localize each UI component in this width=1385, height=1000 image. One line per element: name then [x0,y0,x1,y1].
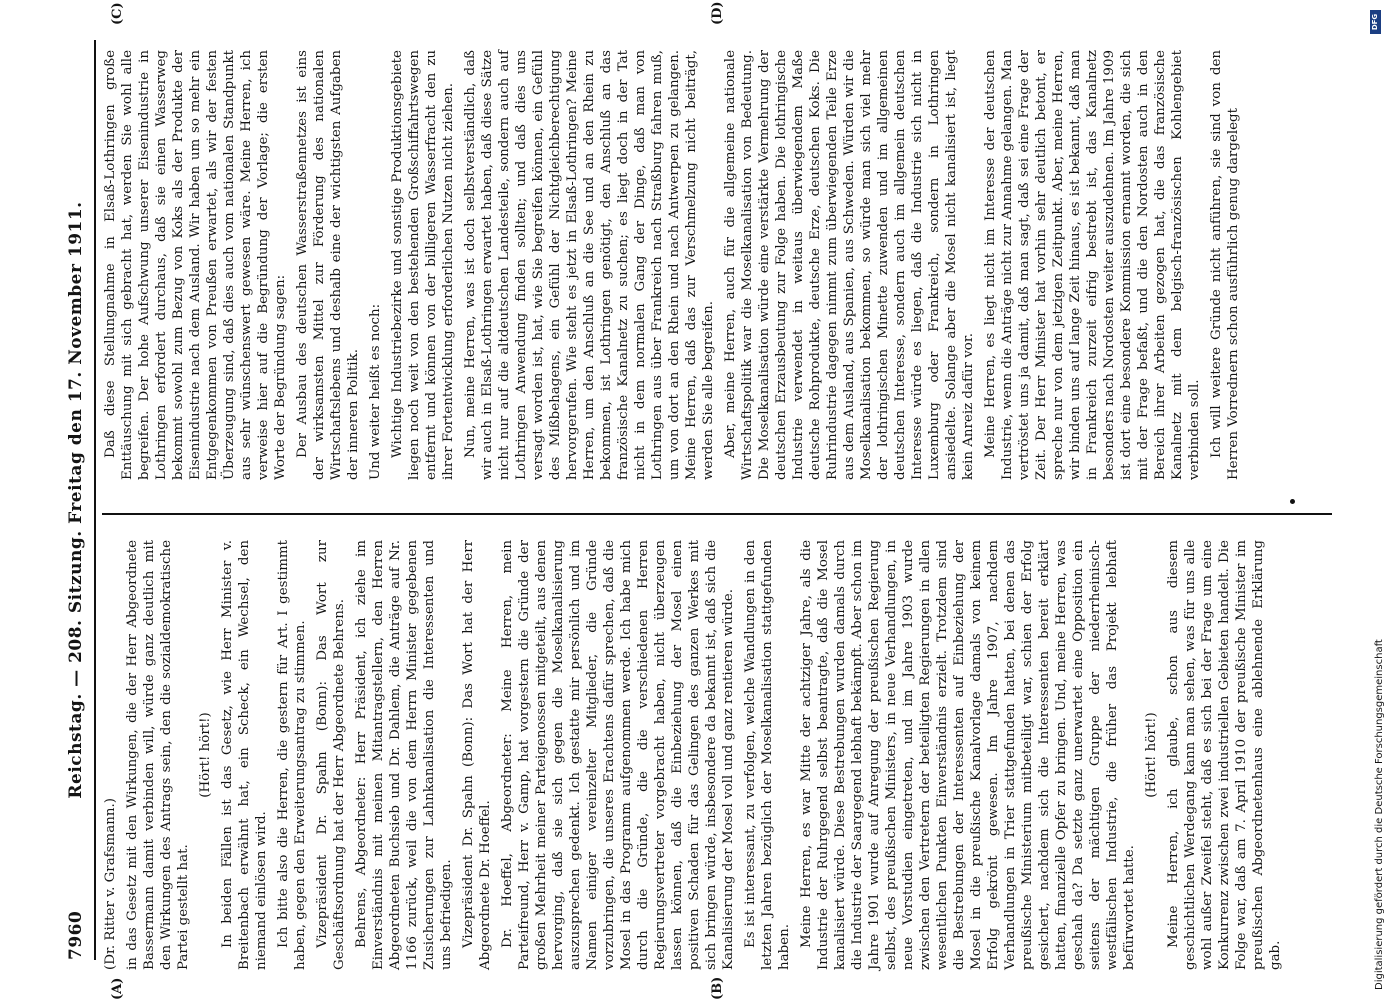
rotated-page [50,0,1350,1000]
paragraph: Und weiter heißt es noch: [368,303,383,480]
column-divider [102,513,1332,515]
paragraph: Aber, meine Herren, auch für die allgemeine nationale Wirtschaftspolitik war die Moselkanalisation von Bedeutung. Die Moselkanalisation würde eine verstärkte Vermehrung der deutschen Erzausbeutung zur Folge haben. Die lothringische Industrie verwendet in weitaus überwiegendem Maße deutsche Rohprodukte, deutsche Erze, deutschen Koks. Die Ruhrindustrie dagegen nimmt zum überwiegenden Teile Erze aus dem Ausland, aus Spanien, aus Schweden. Würden wir die Moselkanalisation bekommen, so würde man sich viel mehr der lothringischen Minette zuwenden und im allgemeinen deutschen Interesse, sondern auch im allgemein deutschen Interesse würde es liegen, daß die Industrie sich nicht in Luxemburg oder Frankreich, sondern in Lothringen ansiedelte. Solange aber die Mosel nicht kanalisiert ist, liegt kein Anreiz dafür vor. [723,50,976,480]
paragraph: Dr. Hoeffel, Abgeordneter: Meine Herren, mein Parteifreund, Herr v. Gamp, hat vorgestern die Gründe der großen Mehrheit meiner Parteigenossen mitgeteilt, aus denen hervorging, daß sie sich gegen die Moselkanalisierung auszusprechen gedenkt. Ich gestatte mir persönlich und im Namen einiger vereinzelter Mitglieder, die Gründe vorzubringen, die unseres Erachtens dafür sprechen, daß die Mosel in das Programm aufgenommen werde. Ich habe mich durch die Gründe, die die verschiedenen Herren Regierungsvertreter vorgebracht haben, nicht überzeugen lassen können, daß die Einbeziehung der Mosel einen positiven Schaden für das Gelingen des ganzen Werkes mit sich bringen würde, insbesondere da bekannt ist, daß sich die Kanalisierung der Mosel voll und ganz rentieren würde. [500,540,736,970]
paragraph: Nun, meine Herren, was ist doch selbstverständlich, daß wir auch in Elsaß-Lothringen erwartet haben, daß diese Sätze nicht nur auf die altdeutschen Landesteile, sondern auch auf Lothringen Anwendung finden sollten; und daß dies uns versagt worden ist, hat, wie Sie begreifen können, ein Gefühl des Mißbehagens, ein Gefühl der Nichtgleichberechtigung hervorgerufen. Wie steht es jetzt in Elsaß-Lothringen? Meine Herren, um den Anschluß an die See und an den Rhein zu bekommen, ist Lothringen genötigt, den Anschluß an das französische Kanalnetz zu suchen; es liegt doch in der Tat nicht in dem normalen Gang der Dinge, daß man von Lothringen aus über Frankreich nach Straßburg fahren muß, um von dort an den Rhein und nach Antwerpen zu gelangen. Meine Herren, daß das zur Verschmelzung nicht beiträgt, werden Sie alle begreifen. [463,50,716,480]
digitization-note: Digitalisierung gefördert durch die Deutsche Forschungsgemeinschaft [1374,639,1385,990]
paragraph: Vizepräsident Dr. Spahn (Bonn): Das Wort hat der Herr Abgeordnete Dr. Hoeffel. [461,540,493,970]
speaker-note: (Dr. Ritter v. Grafsmann.) [103,798,118,970]
dfg-logo-text: DFG [1371,13,1380,31]
paragraph: Daß diese Stellungnahme in Elsaß-Lothringen große Enttäuschung mit sich gebracht hat, werden Sie wohl alle begreifen. Der hohe Aufschwung unserer Eisenindustrie in Lothringen erfordert durchaus, daß sie einen Wasserweg bekommt sowohl zum Bezug von Koks als der Produkte der Eisenindustrie nach dem Ausland. Wir haben um so mehr ein Entgegenkommen von Preußen erwartet, als wir der festen Überzeugung sind, daß dies auch vom nationalen Standpunkt aus sehr wünschenswert gewesen wäre. Meine Herren, ich verweise hier auf die Begründung der Vorlage; die ersten Worte der Begründung sagen: [103,50,288,480]
print-dot [1290,499,1295,504]
right-column [102,50,1332,480]
paragraph: Vizepräsident Dr. Spahn (Bonn): Das Wort zur Geschäftsordnung hat der Herr Abgeordnete Behrens. [315,540,347,970]
paragraph: Behrens, Abgeordneter: Herr Präsident, ich ziehe im Einverständnis mit meinen Mitantragstellern, den Herren Abgeordneten Buchsieb und Dr. Dahlem, die Anträge auf Nr. 1166 zurück, weil die von dem Herrn Minister gegebenen Zusicherungen zur Lahnkanalisation die Interessenten und uns befriedigen. [354,540,454,970]
quote: Der Ausbau des deutschen Wasserstraßennetzes ist eins der wirksamsten Mittel zur Förderung des nationalen Wirtschaftslebens und deshalb eine der wichtigsten Aufgaben der inneren Politik. [295,50,361,480]
header-rule [94,40,96,960]
page-header-title: Reichstag. — 208. Sitzung. Freitag den 17. November 1911. [66,201,86,799]
margin-marker-c: (C) [110,2,125,25]
paragraph: Meine Herren, es war Mitte der achtziger Jahre, als die Industrie der Ruhrgegend selbst beantragte, daß die Mosel kanalisiert würde. Diese Bestrebungen wurden damals durch die Industrie der Saargegend lebhaft bekämpft. Aber schon im Jahre 1901 wurde auf Anregung der preußischen Regierung selbst, des preußischen Ministers, in neue Verhandlungen, in neue Vorstudien eingetreten, und im Jahre 1903 wurde zwischen den Vertretern der beteiligten Regierungen in allen wesentlichen Punkten Einverständnis erzielt. Trotzdem sind die Bestrebungen der Interessenten auf Einbeziehung der Mosel in die preußische Kanalvorlage damals von keinem Erfolg gekrönt gewesen. Im Jahre 1907, nachdem Verhandlungen in Trier stattgefunden hatten, bei denen das preußische Ministerium mitbeteiligt war, schien der Erfolg gesichert, nachdem sich die Interessenten bereit erklärt hatten, finanzielle Opfer zu bringen. Und, meine Herren, was geschah da? Da setzte ganz unerwartet eine Opposition ein seitens der mächtigen Gruppe der niederrheinisch-westfälischen Industrie, die früher das Projekt lebhaft befürwortet hatte. [799,540,1137,970]
paragraph: Es ist interessant, zu verfolgen, welche Wandlungen in den letzten Jahren bezüglich der Moselkanalisation stattgefunden haben. [743,540,792,970]
interjection: (Hört! hört!) [198,712,213,798]
interjection: (Hört! hört!) [1144,712,1159,798]
quote: Wichtige Industriebezirke und sonstige Produktionsgebiete liegen noch weit von den bestehenden Großschiffahrtswegen entfernt und können von der billigeren Wasserfracht den zu ihrer Fortentwicklung erforderlichen Nutzen nicht ziehen. [390,50,456,480]
paragraph: Meine Herren, ich glaube, schon aus diesem geschichtlichen Werdegang kann man sehen, was für uns alle wohl außer Zweifel steht, daß es sich bei der Frage um eine Konkurrenz zwischen zwei industriellen Gebieten handelt. Die Folge war, daß am 7. April 1910 der preußische Minister im preußischen Abgeordnetenhaus eine ablehnende Erklärung gab. [1166,540,1283,970]
page-number: 7960 [66,910,86,960]
paragraph: Ich bitte also die Herren, die gestern für Art. I gestimmt haben, gegen den Erweiterungsantrag zu stimmen. [276,540,308,970]
margin-marker-d: (D) [710,1,725,25]
margin-marker-b: (B) [710,976,725,1000]
margin-marker-a: (A) [110,977,125,1000]
left-column [102,540,1332,970]
paragraph: Ich will weitere Gründe nicht anführen, sie sind von den Herren Vorrednern schon ausführlich genug dargelegt [1209,50,1241,480]
dfg-logo [1370,10,1381,34]
paragraph: In beiden Fällen ist das Gesetz, wie Herr Minister v. Breitenbach erwähnt hat, ein Scheck, ein Wechsel, den niemand einlösen wird. [220,540,269,970]
paragraph: Meine Herren, es liegt nicht im Interesse der deutschen Industrie, wenn die Anträge nicht zur Annahme gelangen. Man vertröstet uns ja damit, daß man sagt, daß sei eine Frage der Zeit. Der Herr Minister hat vorhin sehr deutlich betont, er spreche nur von dem jetzigen Zeitpunkt. Aber, meine Herren, wir binden uns auf lange Zeit hinaus, es ist bekannt, daß man in Frankreich zurzeit eifrig bestrebt ist, das Kanalnetz besonders nach Nordosten weiter auszudehnen. Im Jahre 1909 ist dort eine besondere Kommission ernannt worden, die sich mit der Frage befaßt, und die den Nordosten auch in den Bereich ihrer Arbeiten gezogen hat, die das französische Kanalnetz mit dem belgisch-französischen Kohlengebiet verbinden soll. [983,50,1202,480]
page-header [62,40,92,960]
paragraph: in das Gesetz mit den Wirkungen, die der Herr Abgeordnete Bassermann damit verbinden will, würde ganz deutlich mit den Wirkungen des Antrags sein, den die sozialdemokratische Partei gestellt hat. [125,540,191,970]
